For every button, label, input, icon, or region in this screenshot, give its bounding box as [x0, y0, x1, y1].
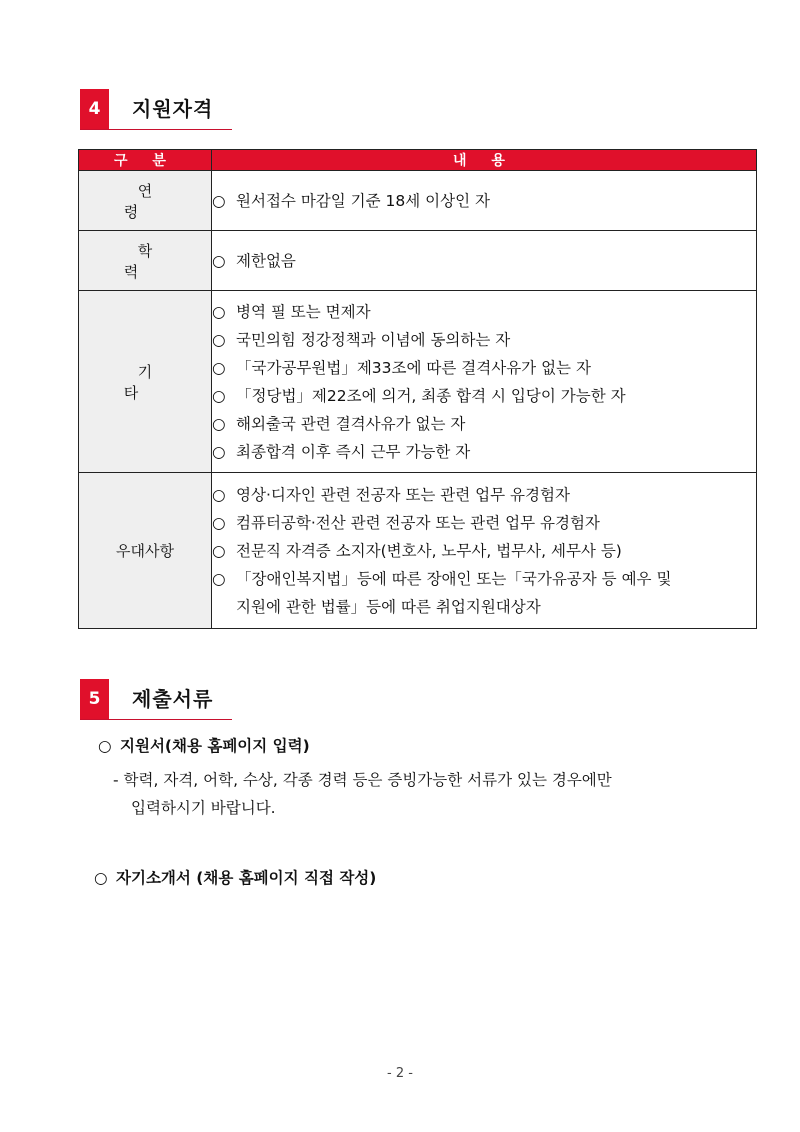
list-item	[212, 382, 756, 410]
item-text: 지원서(채용 홈페이지 입력)	[120, 737, 310, 755]
bullet-icon: ○	[94, 869, 108, 887]
submission-detail-line-1: - 학력, 자격, 어학, 수상, 각종 경력 등은 증빙가능한 서류가 있는 경우에만	[113, 771, 612, 789]
row-content	[212, 231, 757, 291]
table-row	[79, 171, 757, 231]
item-text: 컴퓨터공학·전산 관련 전공자 또는 관련 업무 유경험자	[236, 513, 600, 532]
row-category	[79, 231, 212, 291]
bullet-icon: ○	[212, 251, 226, 270]
section-4-number: 4	[80, 89, 109, 129]
item-text: 국민의힘 정강정책과 이념에 동의하는 자	[236, 330, 511, 349]
bullet-icon: ○	[212, 569, 226, 588]
bullet-icon: ○	[212, 358, 226, 377]
bullet-icon: ○	[212, 541, 226, 560]
list-item	[212, 481, 756, 509]
bullet-icon: ○	[98, 737, 112, 755]
list-item	[212, 565, 756, 593]
list-item	[212, 187, 756, 215]
row-content	[212, 473, 757, 629]
category-label: 기 타	[123, 362, 181, 402]
submission-item-cover-letter	[94, 866, 376, 888]
row-content	[212, 291, 757, 473]
list-item	[212, 247, 756, 275]
bullet-icon: ○	[212, 513, 226, 532]
bullet-icon: ○	[212, 386, 226, 405]
item-text: 최종합격 이후 즉시 근무 가능한 자	[236, 442, 471, 461]
item-text: 원서접수 마감일 기준 18세 이상인 자	[236, 191, 490, 210]
item-text: 전문직 자격증 소지자(변호사, 노무사, 법무사, 세무사 등)	[236, 541, 622, 560]
section-5-number: 5	[80, 679, 109, 719]
header-content: 내 용	[212, 150, 757, 171]
page-number: - 2 -	[387, 1066, 413, 1081]
category-label: 연 령	[123, 181, 181, 221]
section-5-title: 제출서류	[132, 687, 214, 711]
item-text: 병역 필 또는 면제자	[236, 302, 371, 321]
item-text: 자기소개서 (채용 홈페이지 직접 작성)	[116, 869, 377, 887]
list-item	[212, 509, 756, 537]
section-5-header	[80, 679, 232, 720]
table-row	[79, 473, 757, 629]
bullet-icon: ○	[212, 414, 226, 433]
table-header-row	[79, 150, 757, 171]
category-label: 우대사항	[116, 542, 174, 560]
item-text: 영상·디자인 관련 전공자 또는 관련 업무 유경험자	[236, 485, 570, 504]
list-item	[212, 354, 756, 382]
list-item	[212, 537, 756, 565]
row-category	[79, 291, 212, 473]
item-text: 제한없음	[236, 251, 296, 270]
section-4-header	[80, 89, 232, 130]
list-item	[212, 326, 756, 354]
item-text: 해외출국 관련 결격사유가 없는 자	[236, 414, 466, 433]
list-item-continuation: 지원에 관한 법률」등에 따른 취업지원대상자	[236, 597, 541, 616]
list-item	[212, 438, 756, 466]
requirements-table	[78, 149, 757, 629]
bullet-icon: ○	[212, 330, 226, 349]
table-row	[79, 231, 757, 291]
list-item	[212, 298, 756, 326]
submission-item-application	[98, 734, 310, 756]
row-category	[79, 473, 212, 629]
list-item	[212, 410, 756, 438]
header-category: 구 분	[79, 150, 212, 171]
item-text: 「장애인복지법」등에 따른 장애인 또는「국가유공자 등 예우 및	[236, 569, 672, 588]
table-row	[79, 291, 757, 473]
section-4-title: 지원자격	[132, 97, 214, 121]
bullet-icon: ○	[212, 191, 226, 210]
bullet-icon: ○	[212, 485, 226, 504]
item-text: 「국가공무원법」제33조에 따른 결격사유가 없는 자	[236, 358, 591, 377]
row-category	[79, 171, 212, 231]
item-text: 「정당법」제22조에 의거, 최종 합격 시 입당이 가능한 자	[236, 386, 626, 405]
bullet-icon: ○	[212, 302, 226, 321]
bullet-icon: ○	[212, 442, 226, 461]
submission-detail-line-2: 입력하시기 바랍니다.	[131, 799, 276, 817]
row-content	[212, 171, 757, 231]
category-label: 학 력	[123, 241, 181, 281]
